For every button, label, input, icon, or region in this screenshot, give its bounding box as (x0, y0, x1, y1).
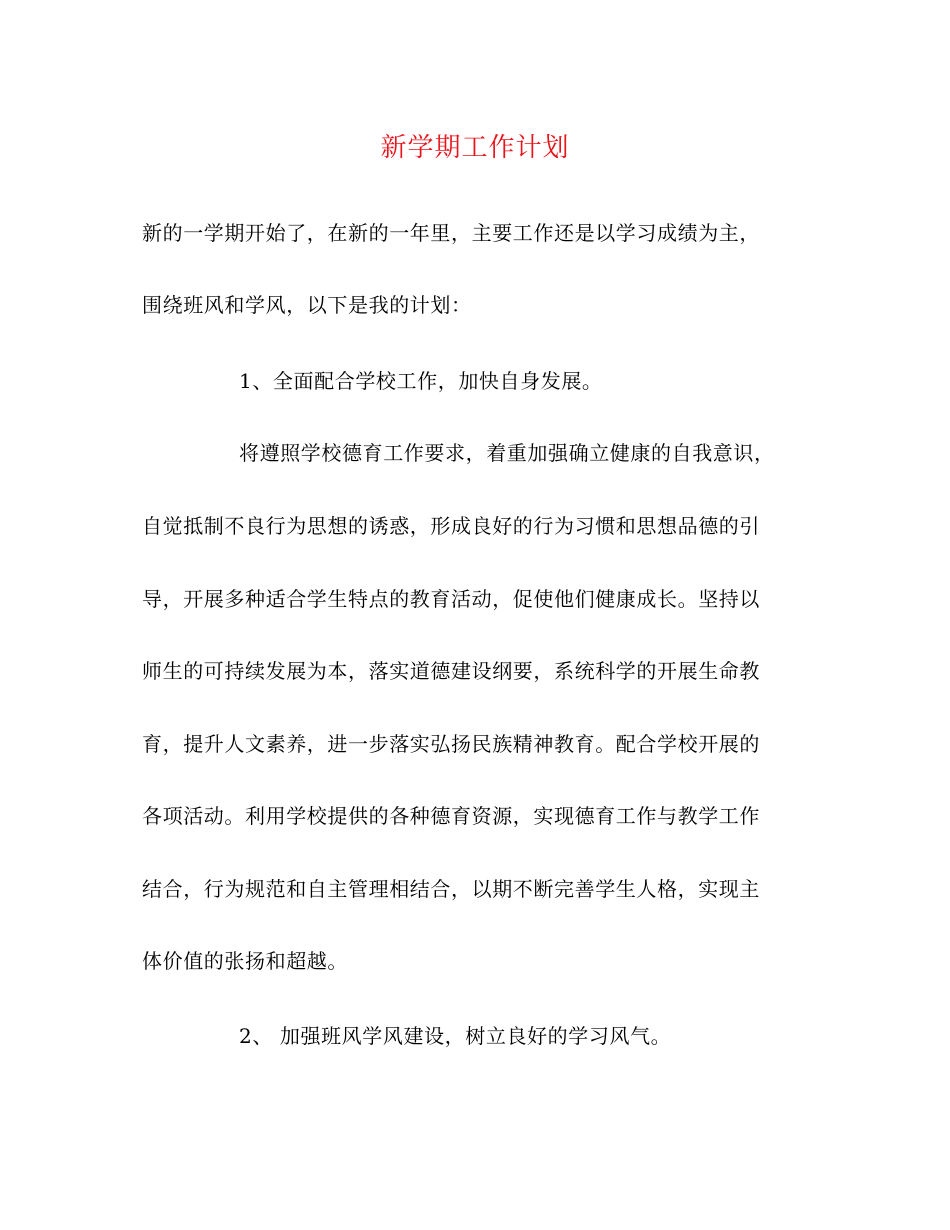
paragraph-line: 新的一学期开始了，在新的一年里，主要工作还是以学习成绩为主， (142, 221, 760, 245)
paragraph-line: 体价值的张扬和超越。 (142, 949, 348, 973)
section-heading-2: 2、 加强班风学风建设，树立良好的学习风气。 (239, 1024, 672, 1048)
paragraph-line: 将遵照学校德育工作要求，着重加强确立健康的自我意识， (239, 441, 775, 465)
paragraph-line: 结合，行为规范和自主管理相结合，以期不断完善学生人格，实现主 (142, 877, 760, 901)
paragraph-line: 育，提升人文素养，进一步落实弘扬民族精神教育。配合学校开展的 (142, 732, 760, 756)
paragraph-line: 各项活动。利用学校提供的各种德育资源，实现德育工作与教学工作 (142, 804, 760, 828)
document-title: 新学期工作计划 (380, 133, 570, 163)
paragraph-line: 师生的可持续发展为本，落实道德建设纲要，系统科学的开展生命教 (142, 659, 760, 683)
paragraph-line: 围绕班风和学风，以下是我的计划： (142, 293, 472, 317)
section-heading-1: 1、全面配合学校工作，加快自身发展。 (239, 369, 603, 393)
paragraph-line: 自觉抵制不良行为思想的诱惑，形成良好的行为习惯和思想品德的引 (142, 514, 760, 538)
paragraph-line: 导，开展多种适合学生特点的教育活动，促使他们健康成长。坚持以 (142, 587, 760, 611)
